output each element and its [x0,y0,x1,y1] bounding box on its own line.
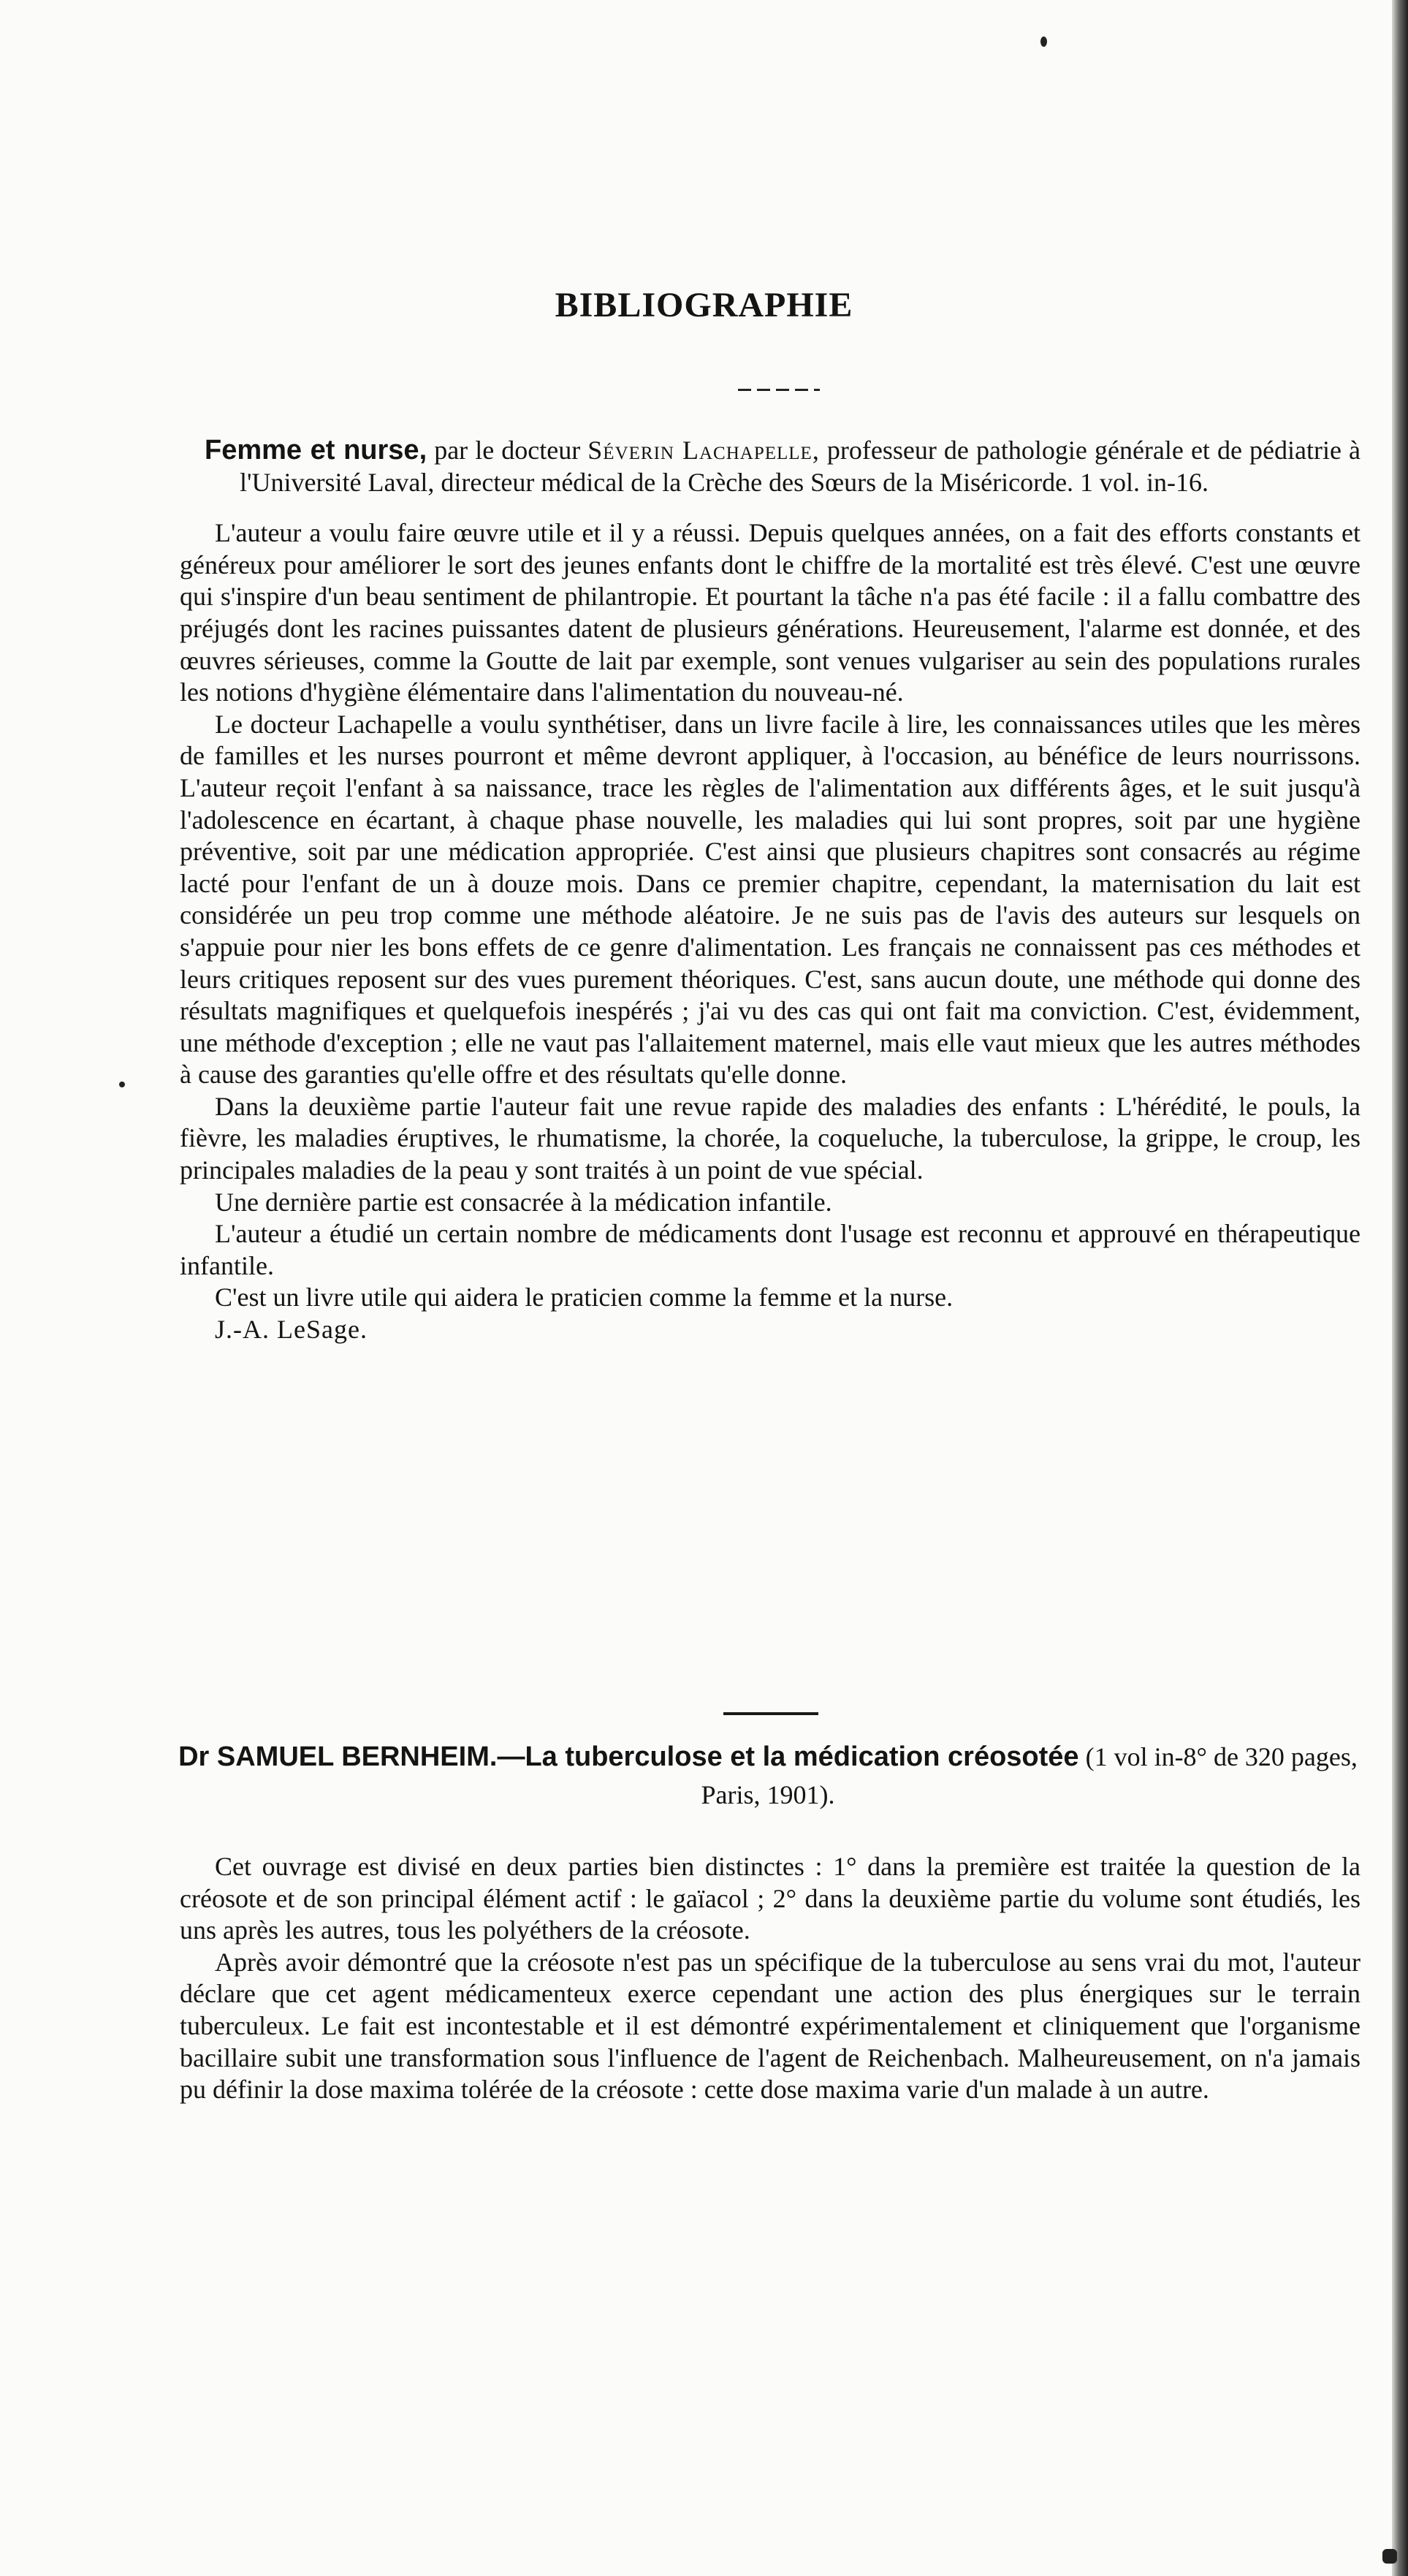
review-paragraph: Une dernière partie est consacrée à la médication infantile. [215,1187,832,1217]
page-title: BIBLIOGRAPHIE [555,286,853,324]
reviewer-signature: J.-A. LeSage. [215,1315,368,1345]
ink-speck [1382,2549,1397,2564]
title-dash: — [497,1741,525,1772]
book-title: La tuberculose et la médication créosotée [525,1741,1079,1772]
book-title: Femme et nurse, [205,435,427,466]
biblio-intro: par le docteur [434,436,581,465]
author-name: Dr SAMUEL BERNHEIM. [178,1741,498,1772]
bibliographic-entry-bernheim [175,1738,1361,1814]
author-name: Séverin Lachapelle, [587,436,820,465]
biblio-details: professeur de pathologie générale et de pédiatrie à l'Université Laval, directeur médical de la Crèche des Sœurs de la Miséricorde. 1 vol. in-16. [240,436,1361,497]
ink-speck [119,1082,125,1087]
review-femme-et-nurse [180,435,1361,1346]
binding-edge [1392,0,1408,2576]
review-paragraph: L'auteur a étudié un certain nombre de médicaments dont l'usage est reconnu et approuvé en thérapeutique infantile. [180,1219,1361,1280]
review-paragraph: Cet ouvrage est divisé en deux parties bien distinctes : 1° dans la première est traitée la question de la créosote et de son principal élément actif : le gaïacol ; 2° dans la deuxième partie du volume sont étudiés, les uns après les autres, tous les polyéthers de la créosote. [180,1852,1361,1945]
ink-speck [1040,37,1047,47]
review-paragraph: Le docteur Lachapelle a voulu synthétiser, dans un livre facile à lire, les connaissances utiles que les mères de familles et les nurses pourront et même devront appliquer, à l'occasion, au bénéfice de leurs nourrissons. L'auteur reçoit l'enfant à sa naissance, trace les règles de l'alimentation aux différents âges, et le suit jusqu'à l'adolescence en écartant, à chaque phase nouvelle, les maladies qui lui sont propres, soit par une hygiène préventive, soit par une médication appropriée. C'est ainsi que plusieurs chapitres sont consacrés au régime lacté pour l'enfant de un à douze mois. Dans ce premier chapitre, cependant, la maternisation du lait est considérée un peu trop comme une méthode aléatoire. Je ne suis pas de l'avis des auteurs sur lesquels on s'appuie pour nier les bons effets de ce genre d'alimentation. Les français ne connaissent pas ces méthodes et leurs critiques reposent sur des vues purement théoriques. C'est, sans aucun doute, une méthode qui donne des résultats magnifiques et quelquefois inespérés ; j'ai vu des cas qui ont fait ma conviction. C'est, évidemment, une méthode d'exception ; elle ne vaut pas l'allaitement maternel, mais elle vaut mieux que les autres méthodes à cause des garanties qu'elle offre et des résultats qu'elle donne. [180,709,1361,1090]
title-ornament [738,389,820,391]
bibliographic-entry [180,435,1361,498]
review-paragraph: Après avoir démontré que la créosote n'est pas un spécifique de la tuberculose au sens vrai du mot, l'auteur déclare que cet agent médicamenteux exerce cependant une action des plus énergiques sur le terrain tuberculeux. Le fait est incontestable et il est démontré expérimentalement et cliniquement que l'organisme bacillaire subit une transformation sous l'influence de l'agent de Reichenbach. Malheureusement, on n'a jamais pu définir la dose maxima tolérée de la créosote : cette dose maxima varie d'un malade à un autre. [180,1947,1361,2105]
publication-info: (1 vol in-8° de 320 pages, Paris, 1901). [701,1742,1358,1809]
review-tuberculose [180,1851,1361,2106]
review-paragraph: L'auteur a voulu faire œuvre utile et il y a réussi. Depuis quelques années, on a fait des efforts constants et généreux pour améliorer le sort des jeunes enfants dont le chiffre de la mortalité est très élevé. C'est une œuvre qui s'inspire d'un beau sentiment de philantropie. Et pourtant la tâche n'a pas été facile : il a fallu combattre des préjugés dont les racines puissantes datent de plusieurs générations. Heureusement, l'alarme est donnée, et des œuvres sérieuses, comme la Goutte de lait par exemple, sont venues vulgariser au sein des populations rurales les notions d'hygiène élémentaire dans l'alimentation du nouveau-né. [180,518,1361,707]
review-paragraph: C'est un livre utile qui aidera le praticien comme la femme et la nurse. [215,1283,954,1312]
section-divider [723,1712,818,1715]
review-paragraph: Dans la deuxième partie l'auteur fait une revue rapide des maladies des enfants : L'hérédité, le pouls, la fièvre, les maladies éruptives, le rhumatisme, la chorée, la coqueluche, la tuberculose, la grippe, le croup, les principales maladies de la peau y sont traités à un point de vue spécial. [180,1091,1361,1185]
